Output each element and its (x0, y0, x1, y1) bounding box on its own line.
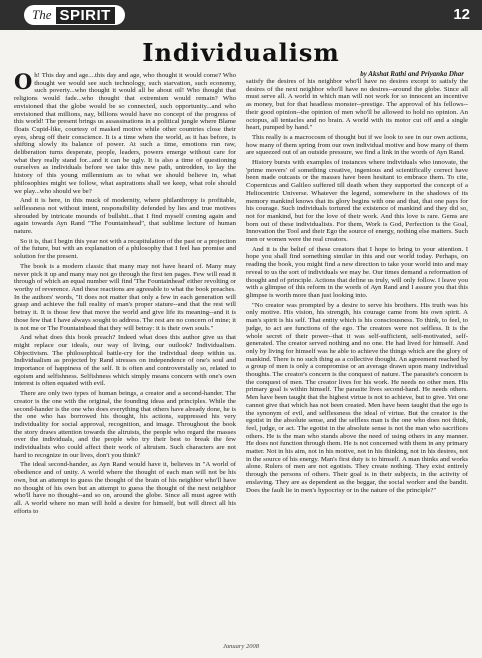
paragraph-text: h! This day and age....this day and age, who thought it would come? Who thought we would see such technology, such starvation, such economy, such poverty...who thought it would all be about oil! Who thought that religions would fade...who thought that extremism would remain? Who envisioned that the globe would be so connected, such opportunity...and who envisioned that millions, nay, billions would have no concept of the progress of this world! The present brings us assassinations in a political jungle where Blame floats Cupid-like, courtesy of masked motive while other countries close their eyes, shrug off their conscience. It is a time when the world, as it has before, is shifting slowly its balance of power. At such a time, emotions run raw, deliberation turns desperate, people, leaders, powers emerge without care for what they really stand for...and it can be ugly. It is also a time of questioning ourselves as individuals before we take this new path, untrodden, to lay the history of this young millennium as to what we should believe in, what philosophies might we follow, what aspirations shall we keep, what role should we play...who should we be? (14, 72, 236, 195)
right-column (246, 72, 468, 638)
page-header (0, 0, 482, 30)
paragraph: So it is, that I begin this year not with a recapitulation of the past or a projection of the future, but with an explanation of a philosophy that I feel has promise and solution for the present. (14, 237, 236, 261)
article-byline: by Akshat Rathi and Priyanka Dhar (360, 70, 464, 78)
logo-the: The (32, 7, 52, 22)
paragraph: This really is a macrocosm of thought but if we look to see in our own actions, how many of them spring from our own individual motive and how many of them are squeezed out of an outside pressure, we find a link in the words of Ayn Rand. (246, 133, 468, 157)
paragraph (14, 72, 236, 195)
paragraph: The book is a modern classic that many may not have heard of. Many may never pick it up and many may not go through the first ten pages. Few will read it through of which an equal number will find 'The Fountainhead' either revolting or worthy of reverence. And these reactions are agreeable to what the book preaches. In the authors' words, "It does not matter that only a few in each generation will grasp and achieve the full reality of man's proper stature--and that the rest will betray it. It is those few that move the world and give life its meaning--and it is those few that I have always sought to address. The rest are no concern of mine; it is not me or The Fountainhead that they will betray: it is their own souls." (14, 262, 236, 332)
magazine-logo (24, 5, 125, 25)
paragraph: satisfy the desires of his neighbor who'll have no desires except to satisfy the desires of the next neighbor who'll have no desires--around the globe. Since all must serve all. A world in which man will not work for so innocent an incentive as money, but for that headless monster--prestige. The approval of his fellows--their good opinion--the opinion of men who'll be allowed to hold no opinion. An octopus, all tentacles and no brain. A world with its motor cut off and a single heart, pumped by hand." (246, 78, 468, 132)
drop-cap: O (14, 72, 33, 94)
paragraph: And it is here, in this muck of modernity, where philanthropy is profitable, selflessness not without intent, responsibility defended by lies and true motives shrouded by intricate mounds of bullshit...that I find myself coming again and again towards Ayn Rand "The Fountainhead", that sublime lecture of human nature. (14, 197, 236, 236)
footer-date: January 2008 (223, 643, 259, 650)
paragraph: "No creator was prompted by a desire to serve his brothers. His truth was his only motive. His vision, his strength, his courage came from his own spirit. A man's spirit is his self. That entity which is his consciousness. To think, to feel, to judge, to act are functions of the ego. The creators were not selfless. It is the whole secret of their power--that it was self-sufficient, self-motivated, self-generated. The creator served nothing and no one. He had lived for himself. And only by living for himself was he able to achieve the things which are the glory of mankind. There is no such thing as a collective thought. An agreement reached by a group of men is only a compromise or an average drawn upon many individual thoughts. The creator's concern is the conquest of nature. The parasite's concern is the conquest of men. The creator lives for his work. He needs no other men. His primary goal is within himself. The parasite lives second-hand. He needs others. Men have been taught that the highest virtue is not to achieve, but to give. Yet one cannot give that which has not been created. Men have been taught that the ego is the synonym of evil, and selflessness the ideal of virtue. But the creator is the egotist in the absolute sense, and the selfless man is the one who does not think, feel, judge, or act. The egotist in the absolute sense is not the man who sacrifices others. He is the man who stands above the need of using others in any manner. He does not function through them. He is not concerned with them in any primary matter. Not in his aim, not in his motive, not in his thinking, not in his desires, not in the source of his energy. Man's first duty is to himself. A man thinks and works alone. Rulers of men are not egotists. They create nothing. They exist entirely through the persons of others. Their goal is in their subjects, in the activity of enslaving. They are as dependent as the beggar, the social worker and the bandit. Does the fault lie in men's hypocrisy or in the nature of the principle?" (246, 301, 468, 494)
article-body (14, 72, 468, 638)
article-title: Individualism (142, 38, 340, 67)
paragraph: And it is the belief of these creators that I hope to bring to your attention. I hope you shall find something similar in this and our world today. Perhaps, on reading the book, you might find a new direction to take your world into and may reveal to us the sort of individuals we may be. Our times demand a reformation of thought and of principle. Actions that define us truly, will only follow. I leave you with a glimpse of this reform in the words of Ayn Rand and I assure you that this glimpse is worth more than just looking into. (246, 245, 468, 299)
left-column (14, 72, 236, 638)
paragraph: History bursts with examples of instances where individuals who innovate, the 'prime movers' of something creative, ingenious and scientifically correct have been made outcasts or the masses have been hesitant to embrace them. To cite, Copernicus and Galileo suffered till death when they supported the concept of a Heliocentric Universe. Whatever the legend, somewhere in the shadows of its memory mankind knows that its glory begins with one and that, that one pays for his courage. Such individuals tortured the existence of mankind and they did so, not for mankind, but for the love of their work. And this love is rare. Gems are born out of these individualists. For them, Work is God, Perfection is the Goal, Innovation the Tool and their Ego the source of energy, nothing else matters. Such men or women were the real creators. (246, 159, 468, 244)
paragraph: The ideal second-hander, as Ayn Rand would have it, believes in "A world of obedience and of unity. A world where the thought of each man will not be his own, but an attempt to guess the thought of the brain of his neighbor who'll have no thought of his own but an attempt to guess the thought of the next neighbor who'll have no thought--and so on, around the globe. Since all must agree with all. A world where no man will hold a desire for himself, but will direct all his efforts to (14, 461, 236, 515)
paragraph: And what does this book preach? Indeed what does this author give us that might replace our ideals, our way of living, our outlook? Individualism. Objectivism. The philosophical battle-cry for the individual deep within us. Individualism as projected by Rand stresses on independence of one's soul and importance of happiness of the self. It is often and controversially so, related to egoism and selfishness. Selfishness which simply means concern with one's own interest is often equated with evil. (14, 334, 236, 388)
paragraph: There are only two types of human beings, a creator and a second-hander. The creator is the one with the original, the founding ideas and principles. While the second-hander is the one who does everything that others have already done, he is the one who has borrowed his thought, his actions, suppressed his very individuality for social approval, recognition, and image. Throughout the book the story draws attention towards the altruists, the people who regard the masses over the individuals, and the people who try their best to break the few individualists who could affect their work of altruism. Such characters are not hard to recognize in our lives, don't you think? (14, 390, 236, 459)
logo-spirit: SPIRIT (56, 7, 115, 24)
page-number: 12 (453, 6, 470, 23)
